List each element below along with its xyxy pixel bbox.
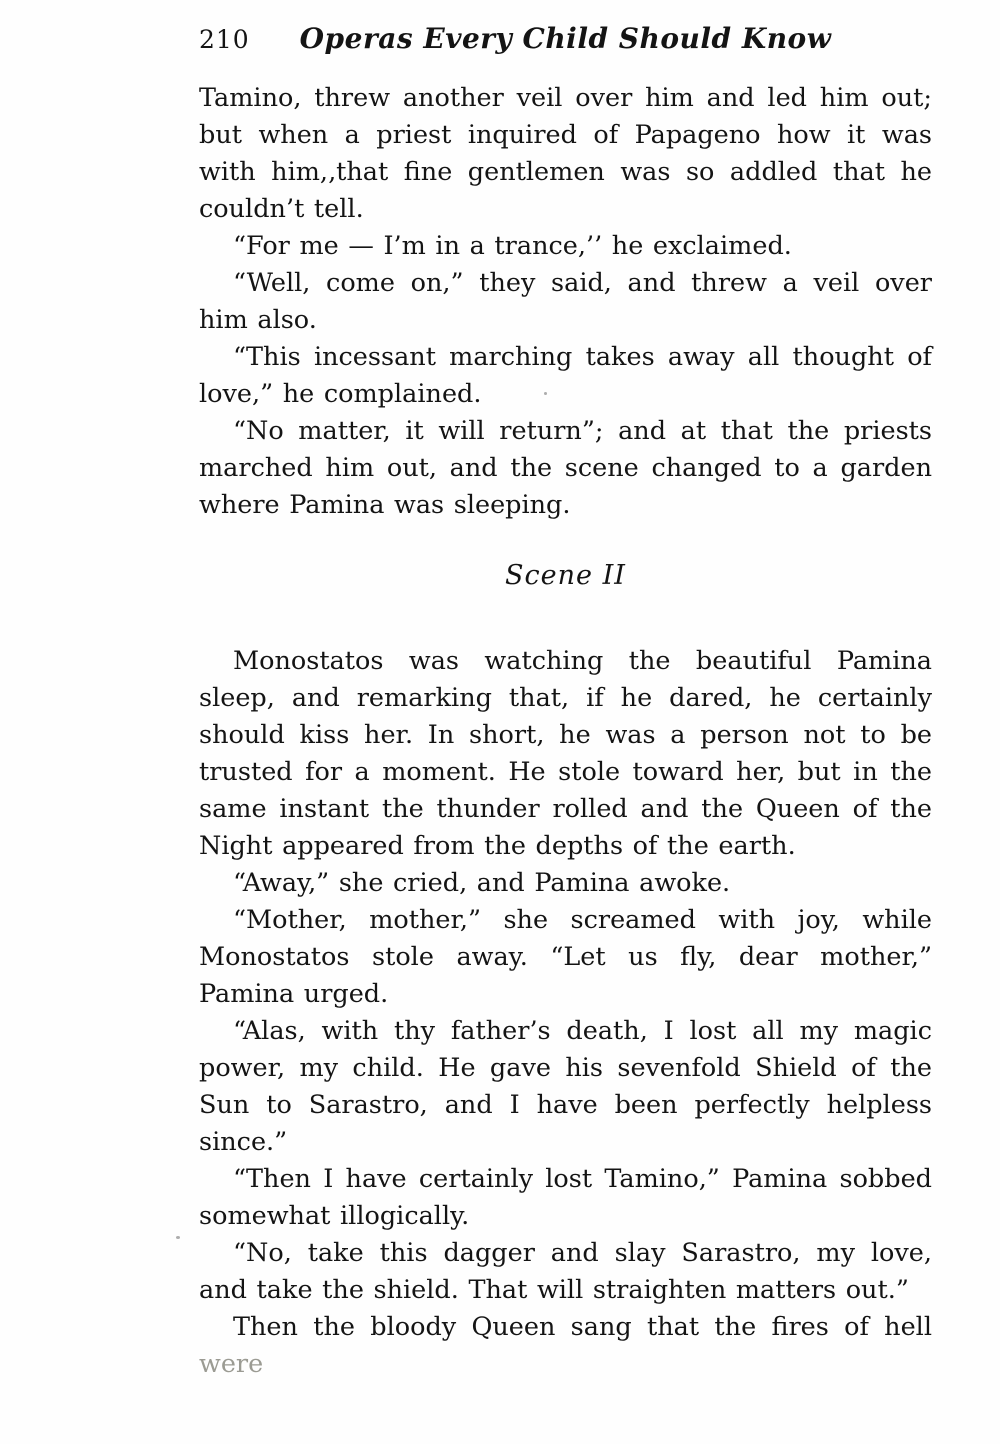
page-header <box>199 22 932 62</box>
ink-spot-artifact <box>176 1236 180 1239</box>
ink-spot-artifact <box>544 392 547 395</box>
last-line-text: Then the bloody Queen sang that the fires of hell <box>233 1312 932 1342</box>
paragraph: Tamino, threw another veil over him and led him out; but when a priest inquired of Papageno how it was with him,‚that fine gentlemen was so addled that he couldn’t tell. <box>199 83 932 224</box>
scene-heading: Scene II <box>505 560 626 591</box>
paragraph: “Mother, mother,” she screamed with joy, while Monostatos stole away. “Let us fly, dear mother,” Pamina urged. <box>199 905 932 1009</box>
page-number: 210 <box>199 25 250 54</box>
paragraph: “Away,” she cried, and Pamina awoke. <box>233 868 731 898</box>
paragraph: “For me — I’m in a trance,’’ he exclaimed. <box>233 231 792 261</box>
paragraph: “Well, come on,” they said, and threw a veil over him also. <box>199 268 932 335</box>
paragraph: “Then I have certainly lost Tamino,” Pamina sobbed somewhat illogically. <box>199 1164 932 1231</box>
faded-word: were <box>199 1349 264 1379</box>
paragraph: “This incessant marching takes away all thought of love,” he complained. <box>199 342 932 409</box>
paragraph: “Alas, with thy father’s death, I lost all my magic power, my child. He gave his sevenfold Shield of the Sun to Sarastro, and I have been perfectly helpless since.” <box>199 1016 932 1157</box>
paragraph-last <box>199 1309 932 1383</box>
paragraph: “No, take this dagger and slay Sarastro, my love, and take the shield. That will straighten matters out.” <box>199 1238 932 1305</box>
paragraph: “No matter, it will return”; and at that the priests marched him out, and the scene changed to a garden where Pamina was sleeping. <box>199 416 932 520</box>
running-title: Operas Every Child Should Know <box>299 22 832 55</box>
paragraph: Monostatos was watching the beautiful Pamina sleep, and remarking that, if he dared, he certainly should kiss her. In short, he was a person not to be trusted for a moment. He stole toward her, but in the same instant the thunder rolled and the Queen of the Night appeared from the depths of the earth. <box>199 646 932 861</box>
text-column <box>199 80 932 1383</box>
